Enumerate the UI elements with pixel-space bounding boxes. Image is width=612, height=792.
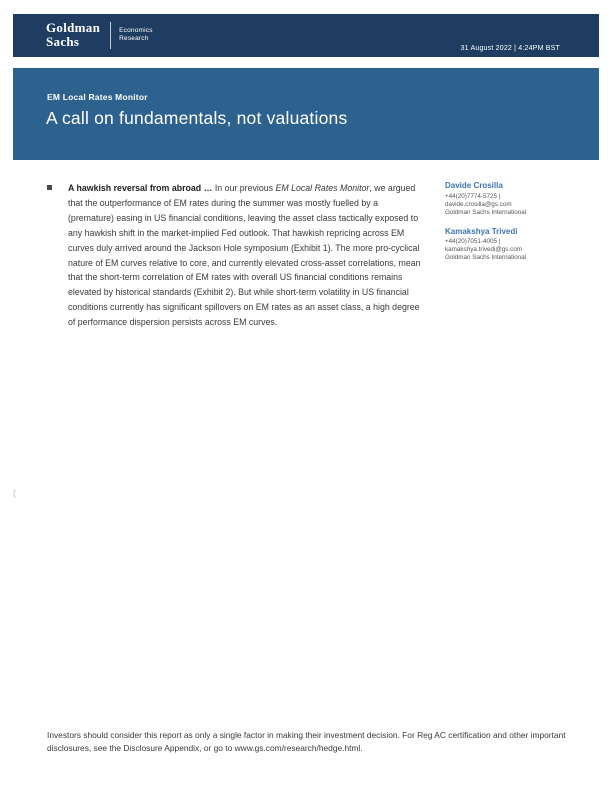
author-email-link[interactable]: kamakshya.trivedi@gs.com	[445, 246, 523, 253]
brand-bar	[13, 14, 599, 57]
author-email-link[interactable]: davide.crosilla@gs.com	[445, 200, 512, 208]
division-line-economics: Economics	[119, 27, 153, 34]
page-title: A call on fundamentals, not valuations	[46, 108, 348, 128]
bullet-body-text-2: , we argued that the outperformance of EM rates during the summer was mostly fuelled by a (premature) easing in US financial conditions, leaving the asset class tactically exposed to any hawkish shift in the market-implied Fed outlook. That hawkish repricing across EM curves duly arrived around the Jackson Hole symposium (Exhibit 1). The more pro-cyclical nature of EM curves relative to core, and currently elevated cross-asset correlations, mean that the short-term correlation of EM rates with overall US financial conditions remains elevated by historical standards (Exhibit 2). But while short-term volatility in US financial conditions currently has significant spillovers on EM rates as an asset class, a high degree of performance dispersion persists across EM curves.	[68, 183, 421, 328]
bullet-square-icon	[47, 185, 52, 190]
author-block	[445, 227, 580, 263]
logo-word-sachs: Sachs	[46, 34, 80, 49]
bullet-body-text-1: In our previous	[212, 183, 276, 193]
summary-paragraph	[68, 181, 426, 330]
goldman-sachs-logo	[46, 21, 153, 49]
report-reference-italic: EM Local Rates Monitor	[275, 183, 370, 193]
disclosure-footer-text: Investors should consider this report as only a single factor in making their investment decision. For Reg AC certification and other important disclosures, see the Disclosure Appendix, or go to www.gs.com/research/hedge.html.	[47, 730, 566, 753]
title-band	[13, 68, 599, 160]
author-firm: Goldman Sachs International	[445, 254, 527, 261]
report-series-label: EM Local Rates Monitor	[47, 92, 148, 102]
authors-sidebar	[445, 181, 580, 272]
author-block	[445, 181, 580, 217]
division-label	[119, 27, 153, 43]
logo-divider	[110, 22, 111, 49]
author-name: Davide Crosilla	[445, 181, 503, 190]
publication-datetime: 31 August 2022 | 4:24PM BST	[460, 45, 560, 52]
summary-bullet-item	[47, 181, 426, 330]
bullet-lead-text: A hawkish reversal from abroad …	[68, 183, 213, 193]
author-phone: +44(20)7774-5725 |	[445, 192, 501, 200]
logo-word-goldman: Goldman	[46, 20, 101, 35]
division-line-research: Research	[119, 35, 149, 42]
margin-artifact-mark: (	[13, 488, 16, 498]
author-phone: +44(20)7051-4005 |	[445, 238, 501, 245]
logo-wordmark	[46, 21, 100, 49]
author-name: Kamakshya Trivedi	[445, 226, 518, 236]
author-firm: Goldman Sachs International	[445, 208, 527, 216]
